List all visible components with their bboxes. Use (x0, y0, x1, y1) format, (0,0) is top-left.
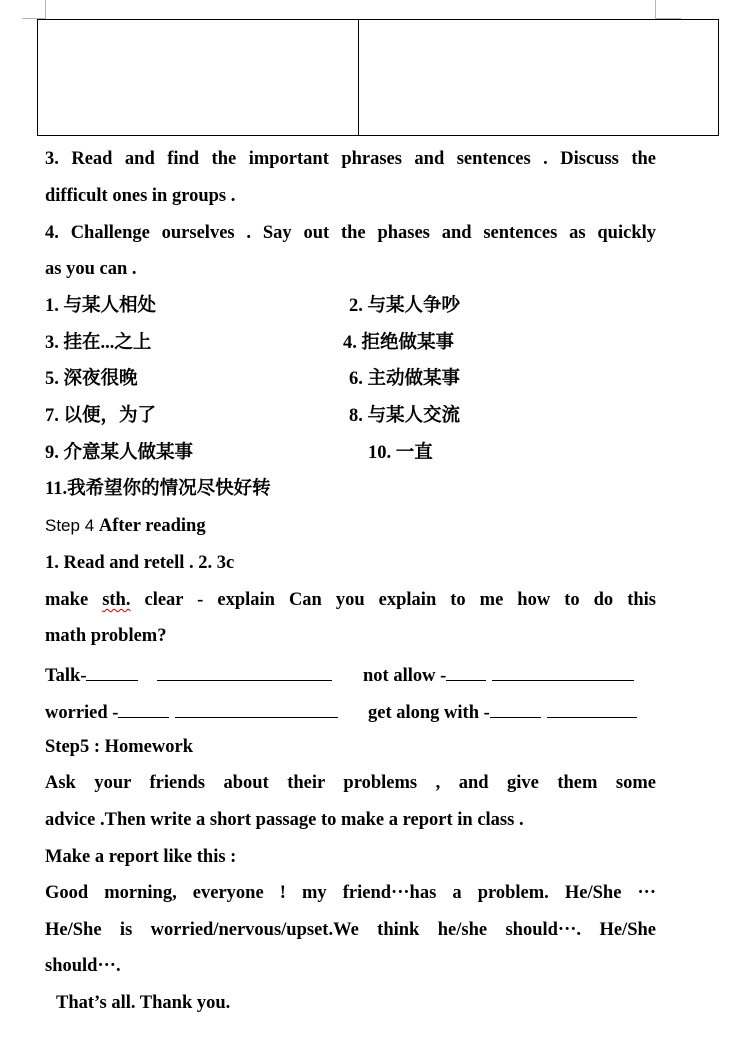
make-clear-line1 (45, 589, 656, 611)
fill-talk-label: Talk- (45, 666, 87, 686)
phrase-8: 8. 与某人交流 (349, 406, 461, 426)
corner-mark-right (655, 0, 656, 19)
phrase-3: 3. 挂在...之上 (45, 333, 152, 353)
step3-line1: 3. Read and find the important phrases and sentences . Discuss the (45, 149, 656, 169)
fill-worried (45, 699, 338, 724)
closing-line: That’s all. Thank you. (56, 993, 231, 1013)
step5-heading: Step5 : Homework (45, 737, 193, 757)
blank (547, 699, 637, 718)
phrase-2: 2. 与某人争吵 (349, 296, 461, 316)
step4-prefix: Step 4 (45, 516, 99, 535)
phrase-5: 5. 深夜很晚 (45, 369, 138, 389)
step4-line1: 4. Challenge ourselves . Say out the phases and sentences as quickly (45, 223, 656, 243)
report-line3: should···. (45, 956, 121, 976)
page-corner-marks (0, 0, 736, 20)
report-intro: Make a report like this : (45, 847, 237, 867)
corner-mark-left (45, 0, 46, 19)
fill-get-along-label: get along with - (368, 703, 490, 723)
phrase-1: 1. 与某人相处 (45, 296, 157, 316)
make-clear-line2: math problem? (45, 626, 167, 646)
blank (490, 699, 541, 718)
phrase-4: 4. 拒绝做某事 (343, 333, 455, 353)
fill-talk (45, 662, 332, 687)
fill-worried-label: worried - (45, 703, 119, 723)
make-pre: make (45, 590, 103, 610)
fill-not-allow-label: not allow - (363, 666, 447, 686)
blank (446, 662, 486, 681)
fill-get-along (368, 699, 637, 724)
fill-not-allow (363, 662, 634, 687)
blank (86, 662, 138, 681)
blank (157, 662, 332, 681)
phrase-6: 6. 主动做某事 (349, 369, 461, 389)
empty-table (37, 19, 719, 136)
homework-line1: Ask your friends about their problems , and give them some (45, 773, 656, 793)
phrase-9: 9. 介意某人做某事 (45, 443, 194, 463)
blank (492, 662, 634, 681)
retell-line: 1. Read and retell . 2. 3c (45, 553, 235, 573)
step3-line2: difficult ones in groups . (45, 186, 236, 206)
step4-title: After reading (98, 516, 206, 536)
blank (175, 699, 338, 718)
table-column-divider (358, 20, 359, 135)
phrase-11: 11.我希望你的情况尽快好转 (45, 479, 271, 499)
report-line2: He/She is worried/nervous/upset.We think he/she should···. He/She (45, 920, 656, 940)
report-line1: Good morning, everyone ! my friend···has a problem. He/She ··· (45, 883, 656, 903)
make-post: clear - explain Can you explain to me how to do this (130, 590, 656, 610)
phrase-7: 7. 以便，为了 (45, 406, 157, 426)
step4-heading (45, 515, 206, 537)
phrase-10: 10. 一直 (368, 443, 433, 463)
blank (118, 699, 169, 718)
step4-line2: as you can . (45, 259, 137, 279)
sth-word: sth. (102, 590, 131, 610)
homework-line2: advice .Then write a short passage to make a report in class . (45, 810, 524, 830)
